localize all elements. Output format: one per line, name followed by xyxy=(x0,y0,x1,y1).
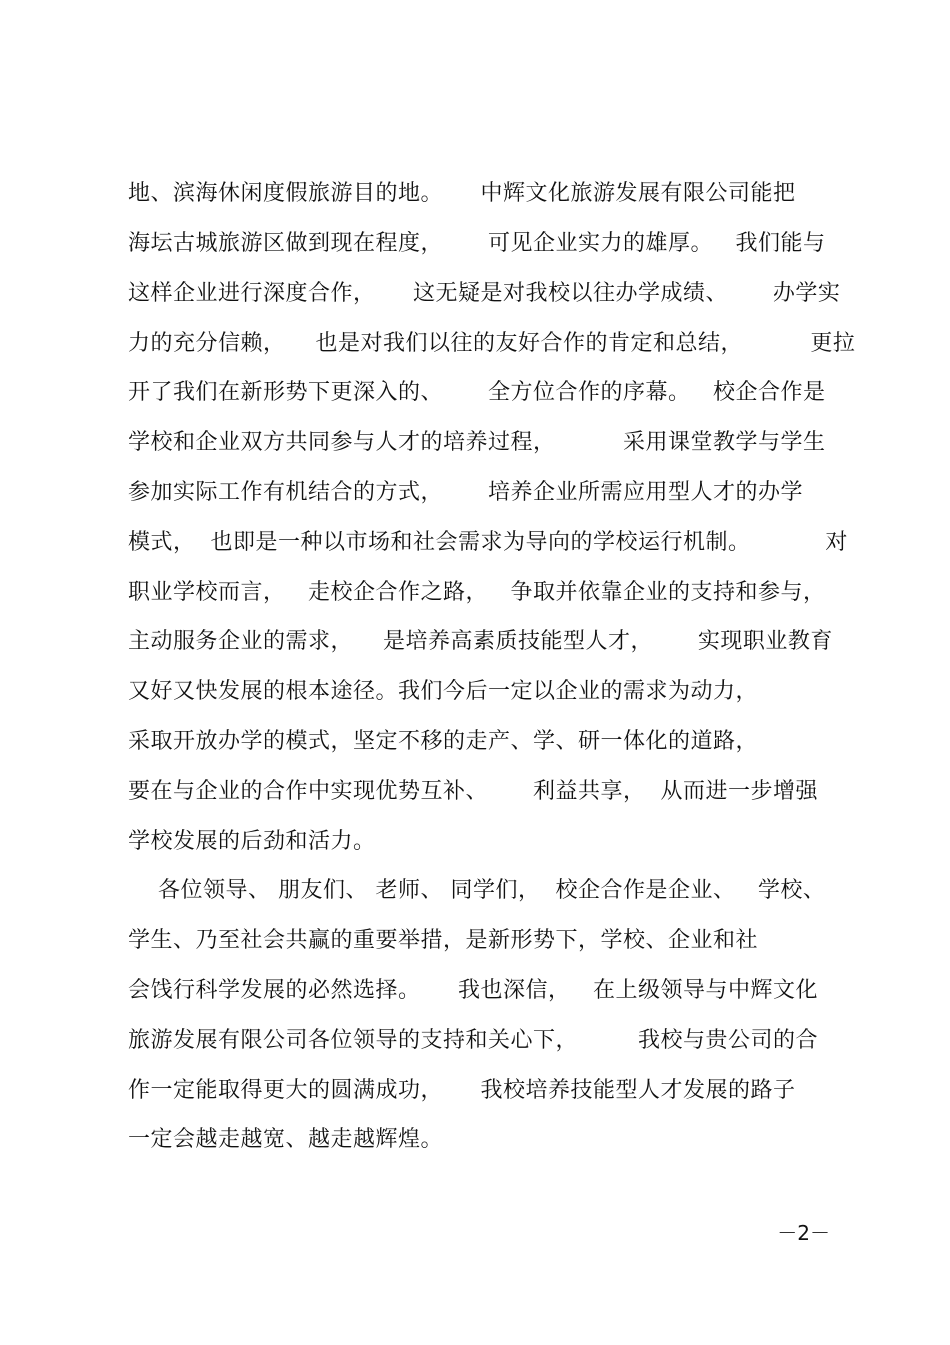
text-line: 地、滨海休闲度假旅游目的地。 中辉文化旅游发展有限公司能把 xyxy=(128,181,796,206)
text-line: 一定会越走越宽、越走越辉煌。 xyxy=(128,1127,444,1152)
text-line: 职业学校而言， 走校企合作之路， 争取并依靠企业的支持和参与， xyxy=(128,580,826,605)
text-line: 模式， 也即是一种以市场和社会需求为导向的学校运行机制。 对 xyxy=(128,530,848,555)
text-line: 学生、乃至社会共赢的重要举措，是新形势下，学校、企业和社 xyxy=(128,928,759,953)
page-number: －2－ xyxy=(777,1221,830,1245)
text-line: 参加实际工作有机结合的方式， 培养企业所需应用型人才的办学 xyxy=(128,480,803,505)
text-line: 会饯行科学发展的必然选择。 我也深信， 在上级领导与中辉文化 xyxy=(128,978,818,1003)
text-line: 作一定能取得更大的圆满成功， 我校培养技能型人才发展的路子 xyxy=(128,1078,796,1103)
text-line: 海坛古城旅游区做到现在程度， 可见企业实力的雄厚。 我们能与 xyxy=(128,231,826,256)
text-line: 学校和企业双方共同参与人才的培养过程， 采用课堂教学与学生 xyxy=(128,430,826,455)
text-line: 主动服务企业的需求， 是培养高素质技能型人才， 实现职业教育 xyxy=(128,629,833,654)
text-line: 采取开放办学的模式，坚定不移的走产、学、研一体化的道路， xyxy=(128,729,759,754)
text-line: 要在与企业的合作中实现优势互补、 利益共享， 从而进一步增强 xyxy=(128,779,818,804)
text-line: 各位领导、 朋友们、 老师、 同学们， 校企合作是企业、 学校、 xyxy=(128,878,826,903)
text-line: 学校发展的后劲和活力。 xyxy=(128,829,376,854)
text-line: 力的充分信赖， 也是对我们以往的友好合作的肯定和总结， 更拉 xyxy=(128,331,856,356)
text-line: 又好又快发展的根本途径。我们今后一定以企业的需求为动力， xyxy=(128,679,759,704)
text-line: 这样企业进行深度合作， 这无疑是对我校以往办学成绩、 办学实 xyxy=(128,281,841,306)
text-line: 旅游发展有限公司各位领导的支持和关心下， 我校与贵公司的合 xyxy=(128,1028,818,1053)
text-line: 开了我们在新形势下更深入的、 全方位合作的序幕。 校企合作是 xyxy=(128,380,826,405)
